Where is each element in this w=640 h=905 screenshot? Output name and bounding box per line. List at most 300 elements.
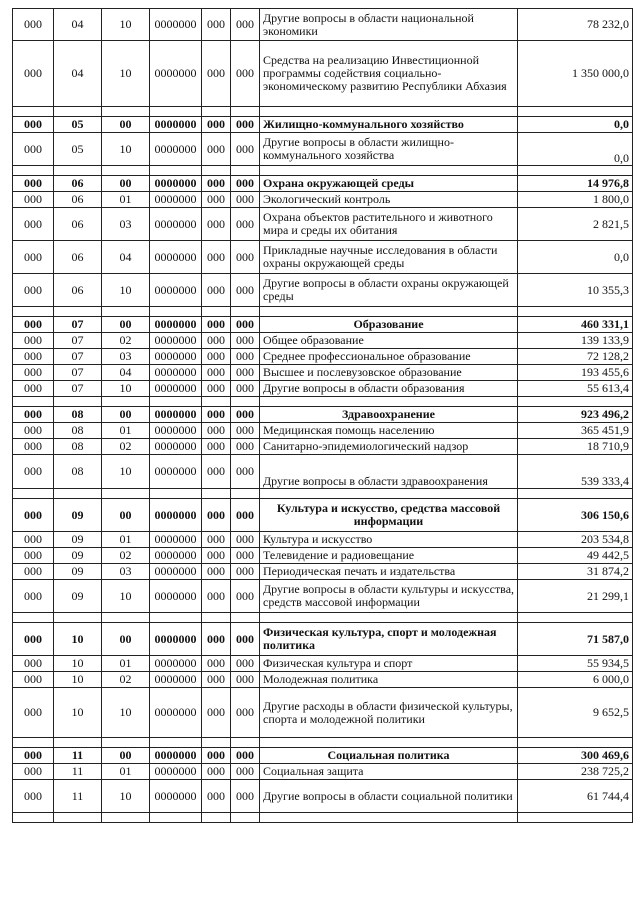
empty-cell — [102, 813, 150, 823]
empty-cell — [102, 738, 150, 748]
expense-type-cell: 000 — [202, 764, 231, 780]
amount-cell: 0,0 — [518, 241, 633, 274]
empty-cell — [102, 397, 150, 407]
expense-name-cell: Среднее профессиональное образование — [260, 349, 518, 365]
expense-name-cell: Образование — [260, 317, 518, 333]
expense-name-cell: Экологический контроль — [260, 192, 518, 208]
empty-cell — [13, 166, 54, 176]
amount-cell: 1 350 000,0 — [518, 41, 633, 107]
amount-cell: 78 232,0 — [518, 9, 633, 41]
target-code-cell: 0000000 — [150, 672, 202, 688]
table-row — [13, 672, 633, 688]
target-code-cell: 0000000 — [150, 439, 202, 455]
admin-code-cell: 000 — [13, 274, 54, 307]
spacer-row — [13, 397, 633, 407]
admin-code-cell: 000 — [13, 333, 54, 349]
expense-name-cell: Медицинская помощь населению — [260, 423, 518, 439]
admin-code-cell: 000 — [13, 381, 54, 397]
empty-cell — [13, 307, 54, 317]
spacer-row — [13, 613, 633, 623]
expense-type-cell: 000 — [202, 133, 231, 166]
table-row — [13, 133, 633, 166]
subsection-code-cell: 02 — [102, 439, 150, 455]
table-row — [13, 365, 633, 381]
target-code-cell: 0000000 — [150, 365, 202, 381]
expense-type-cell: 000 — [202, 349, 231, 365]
table-row — [13, 780, 633, 813]
subsection-code-cell: 10 — [102, 780, 150, 813]
table-row — [13, 564, 633, 580]
admin-code-cell: 000 — [13, 656, 54, 672]
section-row — [13, 623, 633, 656]
amount-cell: 539 333,4 — [518, 455, 633, 489]
target-code-cell: 0000000 — [150, 41, 202, 107]
table-row — [13, 192, 633, 208]
empty-cell — [102, 307, 150, 317]
table-row — [13, 439, 633, 455]
subsection-code-cell: 01 — [102, 532, 150, 548]
admin-code-cell: 000 — [13, 580, 54, 613]
admin-code-cell: 000 — [13, 672, 54, 688]
section-code-cell: 10 — [54, 688, 102, 738]
empty-cell — [518, 307, 633, 317]
table-row — [13, 208, 633, 241]
empty-cell — [150, 397, 202, 407]
expense-type-cell: 000 — [202, 9, 231, 41]
target-code-cell: 0000000 — [150, 455, 202, 489]
empty-cell — [260, 813, 518, 823]
expense-name-cell: Другие вопросы в области охраны окружающей среды — [260, 274, 518, 307]
section-code-cell: 06 — [54, 176, 102, 192]
economic-code-cell: 000 — [231, 274, 260, 307]
section-code-cell: 08 — [54, 439, 102, 455]
expense-type-cell: 000 — [202, 672, 231, 688]
target-code-cell: 0000000 — [150, 780, 202, 813]
empty-cell — [231, 489, 260, 499]
empty-cell — [54, 489, 102, 499]
target-code-cell: 0000000 — [150, 407, 202, 423]
subsection-code-cell: 10 — [102, 688, 150, 738]
expense-type-cell: 000 — [202, 117, 231, 133]
economic-code-cell: 000 — [231, 117, 260, 133]
empty-cell — [518, 813, 633, 823]
section-code-cell: 11 — [54, 748, 102, 764]
table-row — [13, 9, 633, 41]
economic-code-cell: 000 — [231, 133, 260, 166]
expense-name-cell: Другие вопросы в области культуры и искусства, средств массовой информации — [260, 580, 518, 613]
empty-cell — [150, 107, 202, 117]
target-code-cell: 0000000 — [150, 274, 202, 307]
section-code-cell: 07 — [54, 333, 102, 349]
economic-code-cell: 000 — [231, 423, 260, 439]
economic-code-cell: 000 — [231, 349, 260, 365]
expense-type-cell: 000 — [202, 41, 231, 107]
economic-code-cell: 000 — [231, 407, 260, 423]
economic-code-cell: 000 — [231, 192, 260, 208]
table-row — [13, 580, 633, 613]
empty-cell — [260, 166, 518, 176]
target-code-cell: 0000000 — [150, 333, 202, 349]
amount-cell: 0,0 — [518, 117, 633, 133]
economic-code-cell: 000 — [231, 41, 260, 107]
section-code-cell: 05 — [54, 133, 102, 166]
empty-cell — [102, 166, 150, 176]
section-code-cell: 08 — [54, 423, 102, 439]
empty-cell — [518, 613, 633, 623]
empty-cell — [54, 397, 102, 407]
admin-code-cell: 000 — [13, 780, 54, 813]
expense-type-cell: 000 — [202, 623, 231, 656]
empty-cell — [54, 613, 102, 623]
expense-name-cell: Общее образование — [260, 333, 518, 349]
section-code-cell: 10 — [54, 623, 102, 656]
expense-name-cell: Здравоохранение — [260, 407, 518, 423]
amount-cell: 6 000,0 — [518, 672, 633, 688]
spacer-row — [13, 489, 633, 499]
expense-type-cell: 000 — [202, 580, 231, 613]
section-code-cell: 04 — [54, 9, 102, 41]
economic-code-cell: 000 — [231, 208, 260, 241]
empty-cell — [231, 813, 260, 823]
expense-name-cell: Жилищно-коммунального хозяйство — [260, 117, 518, 133]
expense-type-cell: 000 — [202, 548, 231, 564]
amount-cell: 193 455,6 — [518, 365, 633, 381]
empty-cell — [54, 166, 102, 176]
empty-cell — [260, 307, 518, 317]
admin-code-cell: 000 — [13, 117, 54, 133]
target-code-cell: 0000000 — [150, 748, 202, 764]
subsection-code-cell: 00 — [102, 117, 150, 133]
section-code-cell: 09 — [54, 580, 102, 613]
empty-cell — [260, 738, 518, 748]
expense-type-cell: 000 — [202, 564, 231, 580]
admin-code-cell: 000 — [13, 748, 54, 764]
expense-name-cell: Социальная защита — [260, 764, 518, 780]
empty-cell — [202, 397, 231, 407]
admin-code-cell: 000 — [13, 623, 54, 656]
section-code-cell: 07 — [54, 317, 102, 333]
amount-cell: 61 744,4 — [518, 780, 633, 813]
expense-type-cell: 000 — [202, 208, 231, 241]
admin-code-cell: 000 — [13, 548, 54, 564]
expense-name-cell: Культура и искусство, средства массовой информации — [260, 499, 518, 532]
target-code-cell: 0000000 — [150, 423, 202, 439]
empty-cell — [102, 107, 150, 117]
expense-type-cell: 000 — [202, 241, 231, 274]
section-code-cell: 10 — [54, 672, 102, 688]
expense-name-cell: Социальная политика — [260, 748, 518, 764]
empty-cell — [150, 166, 202, 176]
economic-code-cell: 000 — [231, 548, 260, 564]
target-code-cell: 0000000 — [150, 623, 202, 656]
admin-code-cell: 000 — [13, 41, 54, 107]
expense-type-cell: 000 — [202, 455, 231, 489]
empty-cell — [231, 166, 260, 176]
subsection-code-cell: 04 — [102, 365, 150, 381]
amount-cell: 238 725,2 — [518, 764, 633, 780]
subsection-code-cell: 10 — [102, 41, 150, 107]
amount-cell: 365 451,9 — [518, 423, 633, 439]
subsection-code-cell: 01 — [102, 423, 150, 439]
admin-code-cell: 000 — [13, 564, 54, 580]
amount-cell: 300 469,6 — [518, 748, 633, 764]
expense-name-cell: Охрана объектов растительного и животного мира и среды их обитания — [260, 208, 518, 241]
budget-table-body — [13, 9, 633, 823]
target-code-cell: 0000000 — [150, 580, 202, 613]
amount-cell: 31 874,2 — [518, 564, 633, 580]
amount-cell: 14 976,8 — [518, 176, 633, 192]
section-code-cell: 06 — [54, 208, 102, 241]
economic-code-cell: 000 — [231, 176, 260, 192]
empty-cell — [150, 307, 202, 317]
expense-name-cell: Другие вопросы в области образования — [260, 381, 518, 397]
empty-cell — [518, 738, 633, 748]
section-code-cell: 08 — [54, 455, 102, 489]
empty-cell — [150, 613, 202, 623]
empty-cell — [13, 738, 54, 748]
empty-cell — [54, 307, 102, 317]
expense-type-cell: 000 — [202, 688, 231, 738]
section-code-cell: 09 — [54, 532, 102, 548]
target-code-cell: 0000000 — [150, 656, 202, 672]
section-row — [13, 117, 633, 133]
target-code-cell: 0000000 — [150, 548, 202, 564]
expense-name-cell: Охрана окружающей среды — [260, 176, 518, 192]
empty-cell — [231, 738, 260, 748]
table-row — [13, 548, 633, 564]
economic-code-cell: 000 — [231, 241, 260, 274]
admin-code-cell: 000 — [13, 532, 54, 548]
target-code-cell: 0000000 — [150, 133, 202, 166]
expense-name-cell: Другие вопросы в области здравоохранения — [260, 455, 518, 489]
spacer-row — [13, 813, 633, 823]
expense-name-cell: Телевидение и радиовещание — [260, 548, 518, 564]
subsection-code-cell: 02 — [102, 672, 150, 688]
table-row — [13, 381, 633, 397]
admin-code-cell: 000 — [13, 349, 54, 365]
section-code-cell: 07 — [54, 349, 102, 365]
section-code-cell: 07 — [54, 365, 102, 381]
target-code-cell: 0000000 — [150, 192, 202, 208]
subsection-code-cell: 10 — [102, 381, 150, 397]
expense-name-cell: Другие вопросы в области жилищно-коммунального хозяйства — [260, 133, 518, 166]
empty-cell — [202, 738, 231, 748]
empty-cell — [13, 107, 54, 117]
subsection-code-cell: 10 — [102, 274, 150, 307]
subsection-code-cell: 00 — [102, 623, 150, 656]
admin-code-cell: 000 — [13, 439, 54, 455]
admin-code-cell: 000 — [13, 176, 54, 192]
empty-cell — [13, 489, 54, 499]
economic-code-cell: 000 — [231, 381, 260, 397]
admin-code-cell: 000 — [13, 764, 54, 780]
empty-cell — [518, 397, 633, 407]
section-code-cell: 09 — [54, 548, 102, 564]
section-code-cell: 06 — [54, 192, 102, 208]
economic-code-cell: 000 — [231, 580, 260, 613]
empty-cell — [202, 489, 231, 499]
amount-cell: 2 821,5 — [518, 208, 633, 241]
empty-cell — [518, 166, 633, 176]
admin-code-cell: 000 — [13, 455, 54, 489]
section-code-cell: 09 — [54, 499, 102, 532]
economic-code-cell: 000 — [231, 672, 260, 688]
table-row — [13, 423, 633, 439]
admin-code-cell: 000 — [13, 365, 54, 381]
expense-name-cell: Другие вопросы в области национальной экономики — [260, 9, 518, 41]
empty-cell — [13, 397, 54, 407]
subsection-code-cell: 02 — [102, 548, 150, 564]
spacer-row — [13, 166, 633, 176]
section-code-cell: 08 — [54, 407, 102, 423]
table-row — [13, 455, 633, 489]
expense-type-cell: 000 — [202, 333, 231, 349]
economic-code-cell: 000 — [231, 439, 260, 455]
target-code-cell: 0000000 — [150, 688, 202, 738]
target-code-cell: 0000000 — [150, 176, 202, 192]
empty-cell — [518, 107, 633, 117]
economic-code-cell: 000 — [231, 317, 260, 333]
admin-code-cell: 000 — [13, 499, 54, 532]
empty-cell — [150, 489, 202, 499]
empty-cell — [54, 738, 102, 748]
target-code-cell: 0000000 — [150, 208, 202, 241]
subsection-code-cell: 10 — [102, 133, 150, 166]
section-code-cell: 06 — [54, 274, 102, 307]
economic-code-cell: 000 — [231, 499, 260, 532]
table-row — [13, 333, 633, 349]
empty-cell — [202, 307, 231, 317]
economic-code-cell: 000 — [231, 564, 260, 580]
amount-cell: 0,0 — [518, 133, 633, 166]
expense-name-cell: Периодическая печать и издательства — [260, 564, 518, 580]
expense-type-cell: 000 — [202, 439, 231, 455]
target-code-cell: 0000000 — [150, 117, 202, 133]
subsection-code-cell: 00 — [102, 176, 150, 192]
expense-type-cell: 000 — [202, 365, 231, 381]
empty-cell — [150, 738, 202, 748]
section-code-cell: 04 — [54, 41, 102, 107]
section-row — [13, 176, 633, 192]
section-code-cell: 10 — [54, 656, 102, 672]
expense-name-cell: Молодежная политика — [260, 672, 518, 688]
empty-cell — [202, 613, 231, 623]
empty-cell — [231, 397, 260, 407]
table-row — [13, 241, 633, 274]
admin-code-cell: 000 — [13, 688, 54, 738]
empty-cell — [13, 613, 54, 623]
section-code-cell: 09 — [54, 564, 102, 580]
economic-code-cell: 000 — [231, 455, 260, 489]
expense-name-cell: Другие расходы в области физической культуры, спорта и молодежной политики — [260, 688, 518, 738]
table-row — [13, 688, 633, 738]
expense-type-cell: 000 — [202, 176, 231, 192]
expense-type-cell: 000 — [202, 780, 231, 813]
subsection-code-cell: 00 — [102, 317, 150, 333]
admin-code-cell: 000 — [13, 192, 54, 208]
expense-name-cell: Высшее и послевузовское образование — [260, 365, 518, 381]
subsection-code-cell: 00 — [102, 499, 150, 532]
empty-cell — [231, 307, 260, 317]
subsection-code-cell: 01 — [102, 192, 150, 208]
empty-cell — [231, 613, 260, 623]
budget-document — [12, 8, 632, 823]
economic-code-cell: 000 — [231, 333, 260, 349]
section-row — [13, 317, 633, 333]
admin-code-cell: 000 — [13, 423, 54, 439]
table-row — [13, 532, 633, 548]
amount-cell: 72 128,2 — [518, 349, 633, 365]
table-row — [13, 764, 633, 780]
economic-code-cell: 000 — [231, 9, 260, 41]
table-row — [13, 349, 633, 365]
target-code-cell: 0000000 — [150, 9, 202, 41]
expense-name-cell: Прикладные научные исследования в области охраны окружающей среды — [260, 241, 518, 274]
amount-cell: 10 355,3 — [518, 274, 633, 307]
table-row — [13, 41, 633, 107]
expense-type-cell: 000 — [202, 656, 231, 672]
table-row — [13, 656, 633, 672]
target-code-cell: 0000000 — [150, 564, 202, 580]
subsection-code-cell: 02 — [102, 333, 150, 349]
target-code-cell: 0000000 — [150, 241, 202, 274]
section-row — [13, 499, 633, 532]
admin-code-cell: 000 — [13, 9, 54, 41]
section-row — [13, 748, 633, 764]
expense-name-cell: Физическая культура и спорт — [260, 656, 518, 672]
subsection-code-cell: 00 — [102, 407, 150, 423]
spacer-row — [13, 107, 633, 117]
section-row — [13, 407, 633, 423]
subsection-code-cell: 10 — [102, 455, 150, 489]
empty-cell — [260, 107, 518, 117]
expense-name-cell: Культура и искусство — [260, 532, 518, 548]
amount-cell: 1 800,0 — [518, 192, 633, 208]
spacer-row — [13, 738, 633, 748]
empty-cell — [202, 166, 231, 176]
expense-name-cell: Санитарно-эпидемиологический надзор — [260, 439, 518, 455]
empty-cell — [260, 397, 518, 407]
section-code-cell: 05 — [54, 117, 102, 133]
amount-cell: 18 710,9 — [518, 439, 633, 455]
target-code-cell: 0000000 — [150, 381, 202, 397]
expense-type-cell: 000 — [202, 192, 231, 208]
subsection-code-cell: 01 — [102, 764, 150, 780]
empty-cell — [202, 813, 231, 823]
empty-cell — [150, 813, 202, 823]
amount-cell: 55 934,5 — [518, 656, 633, 672]
admin-code-cell: 000 — [13, 241, 54, 274]
empty-cell — [260, 489, 518, 499]
target-code-cell: 0000000 — [150, 349, 202, 365]
economic-code-cell: 000 — [231, 764, 260, 780]
expense-name-cell: Физическая культура, спорт и молодежная политика — [260, 623, 518, 656]
economic-code-cell: 000 — [231, 365, 260, 381]
section-code-cell: 07 — [54, 381, 102, 397]
empty-cell — [102, 489, 150, 499]
empty-cell — [54, 107, 102, 117]
subsection-code-cell: 03 — [102, 349, 150, 365]
amount-cell: 923 496,2 — [518, 407, 633, 423]
amount-cell: 49 442,5 — [518, 548, 633, 564]
subsection-code-cell: 10 — [102, 580, 150, 613]
budget-table — [12, 8, 633, 823]
subsection-code-cell: 03 — [102, 208, 150, 241]
section-code-cell: 11 — [54, 780, 102, 813]
economic-code-cell: 000 — [231, 623, 260, 656]
expense-type-cell: 000 — [202, 423, 231, 439]
amount-cell: 21 299,1 — [518, 580, 633, 613]
